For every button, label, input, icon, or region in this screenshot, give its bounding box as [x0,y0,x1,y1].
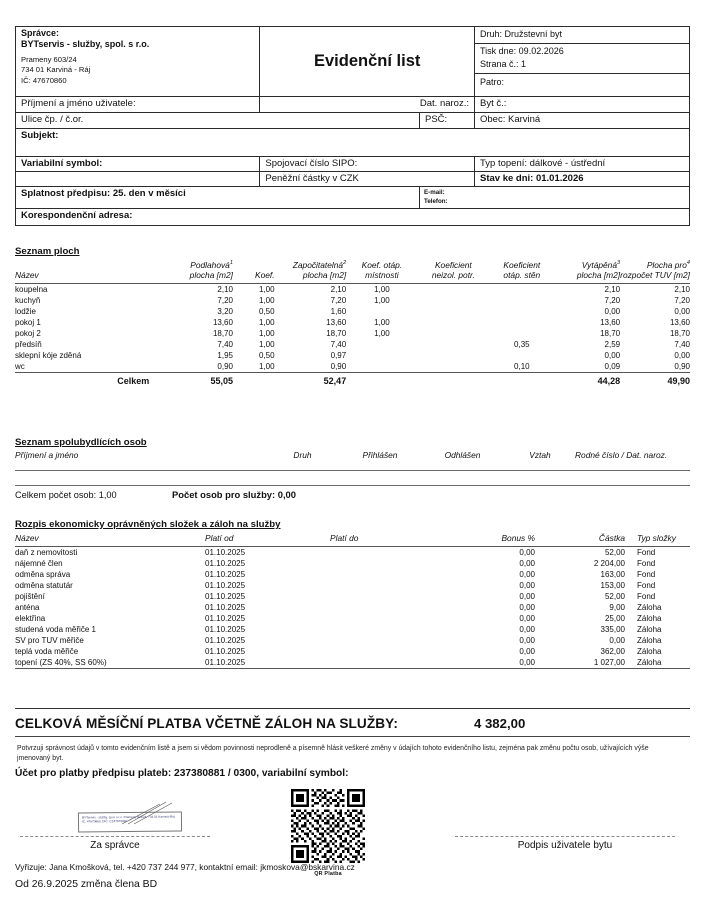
areas-cell-koef_neizol [418,361,489,373]
table-row [15,602,690,613]
administrator-ic: IČ: 47670860 [21,75,67,85]
charges-cell-type: Fond [637,581,656,590]
areas-col-floor-area-l1: Podlahová [190,260,230,270]
charges-cell-to [330,547,440,559]
areas-cell-koef: 1,00 [258,329,275,338]
areas-cell-koef_neizol [418,328,489,339]
areas-col-pipe-coef [418,260,489,284]
charges-cell-from: 01.10.2025 [205,636,246,645]
areas-col-heated [555,260,621,284]
charges-cell-bonus: 0,00 [519,592,535,601]
areas-col-wall-coef-l2: otáp. stěn [503,270,541,280]
areas-col-coef-l1: Koef. [254,270,275,280]
areas-col-heated-l2: plocha [m2] [576,270,621,280]
administrator-street: Prameny 603/24 [21,55,77,64]
cohabitants-col-deregistered: Odhlášen [444,450,481,460]
charges-cell-from: 01.10.2025 [205,581,246,590]
charges-cell-amount: 9,00 [609,603,625,612]
table-row [15,547,690,559]
areas-col-heated-sup: 3 [617,260,621,267]
areas-cell-zapocitatelna: 7,40 [330,340,347,349]
municipality-label: Obec: Karviná [475,113,690,129]
charges-cell-bonus: 0,00 [519,647,535,656]
contact-cell [420,187,690,209]
areas-cell-koef_neizol [418,350,489,361]
areas-col-name [15,260,171,284]
email-label: E-mail: [424,189,445,196]
table-row [15,295,690,306]
areas-total-zapocitatelna: 52,47 [275,373,347,388]
charges-cell-bonus: 0,00 [519,570,535,579]
charges-cell-bonus: 0,00 [440,657,535,669]
header-row-currency [16,172,690,187]
administrator-label: Správce: [21,28,60,38]
footer-note: Od 26.9.2025 změna člena BD [15,879,158,890]
areas-col-name-text: Název [15,270,39,280]
table-row [15,350,690,361]
table-row [15,635,690,646]
charges-cell-name: topení (ZS 40%, SS 60%) [15,657,205,669]
street-label: Ulice čp. / č.or. [16,113,420,129]
areas-cell-koef_otap: 1,00 [374,296,390,305]
areas-col-room-coef-l1: Koef. otáp. [361,260,403,270]
charges-cell-amount: 335,00 [600,625,625,634]
charges-cell-from: 01.10.2025 [205,570,246,579]
areas-cell-name: wc [15,362,25,371]
areas-cell-koef: 1,00 [258,340,275,349]
charges-section-heading: Rozpis ekonomicky oprávněných složek a záloh na služby [15,519,281,530]
charges-cell-from: 01.10.2025 [205,647,246,656]
areas-total-row [15,373,690,388]
areas-total-koef [233,373,275,388]
charges-cell-to [330,613,440,624]
cohabitants-header-row [15,450,690,463]
charges-cell-amount: 0,00 [609,636,625,645]
charges-col-name: Název [15,533,39,543]
areas-header-row [15,260,690,284]
areas-cell-koef_sten [489,350,554,361]
phone-label: Telefon: [424,198,448,206]
header-meta-cell [475,27,690,97]
sipo-label: Spojovací číslo SIPO: [260,157,475,172]
areas-cell-tuv: 0,00 [674,351,690,360]
grand-total-label: CELKOVÁ MĚSÍČNÍ PLATBA VČETNĚ ZÁLOH NA SLUŽBY: [15,716,398,731]
areas-cell-name: sklepní kóje zděná [15,351,82,360]
areas-cell-zapocitatelna: 2,10 [275,284,347,296]
header-row-vs [16,157,690,172]
areas-cell-podlahova: 18,70 [212,329,233,338]
areas-col-tuv-sup: 4 [686,260,690,267]
areas-cell-koef_neizol [418,295,489,306]
table-row [15,657,690,669]
total-persons-label: Celkem počet osob: 1,00 [15,490,117,500]
grand-total-body [15,709,690,731]
user-name-label: Příjmení a jméno uživatele: [16,97,260,113]
areas-cell-koef: 1,00 [258,318,275,327]
areas-cell-vytapena: 0,00 [604,307,621,316]
grand-total-bottom-rule [15,736,690,737]
areas-total-koef_sten [489,373,554,388]
charges-cell-amount: 153,00 [600,581,625,590]
areas-col-floor-area-sup: 1 [229,260,233,267]
charges-cell-from: 01.10.2025 [205,559,246,568]
areas-cell-tuv: 0,90 [674,362,690,371]
areas-cell-vytapena: 0,09 [604,362,621,371]
charges-col-valid-to: Platí do [330,533,359,543]
charges-cell-name: teplá voda měřiče [15,647,79,656]
user-signature-line [455,836,675,837]
charges-cell-to [330,624,440,635]
charges-cell-from: 01.10.2025 [205,614,246,623]
administrator-name: BYTservis - služby, spol. s r.o. [21,39,150,49]
header-table [15,26,690,226]
due-date-label: Splatnost předpisu: 25. den v měsíci [16,187,420,209]
areas-cell-koef_neizol [418,306,489,317]
areas-cell-vytapena: 7,20 [604,296,621,305]
areas-cell-podlahova: 2,10 [171,284,233,296]
currency-label: Peněžní částky v CZK [260,172,475,187]
charges-cell-name: odměna statutár [15,581,73,590]
correspondence-address-label: Korespondenční adresa: [16,208,690,225]
subject-label: Subjekt: [16,129,690,157]
areas-cell-podlahova: 1,95 [217,351,233,360]
areas-cell-koef_sten [489,328,554,339]
document-title: Evidenční list [260,27,475,97]
areas-col-tuv-l1: Plocha pro [646,260,687,270]
areas-cell-tuv: 7,20 [674,296,690,305]
administrator-stamp: BYTservis - služby, spol. s r.o. Prameny 603/24, 734 01 Karviná-Ráj IČ: 47670860, DIČ: CZ47670860 [78,811,182,832]
admin-signature-line [20,836,210,837]
charges-cell-to [330,646,440,657]
areas-cell-name: koupelna [15,284,171,296]
areas-col-heated-l1: Vytápěná [581,260,617,270]
charges-cell-to [330,569,440,580]
areas-cell-koef: 0,50 [258,351,275,360]
charges-cell-bonus: 0,00 [519,603,535,612]
header-row-street [16,113,690,129]
charges-col-bonus: Bonus % [501,533,535,543]
areas-cell-zapocitatelna: 18,70 [326,329,347,338]
areas-cell-vytapena: 13,60 [600,318,621,327]
areas-cell-vytapena: 2,59 [604,340,621,349]
areas-cell-koef_otap [346,350,417,361]
variable-symbol-value [16,172,260,187]
charges-cell-from: 01.10.2025 [205,625,246,634]
charges-cell-to [330,657,440,669]
areas-cell-vytapena: 18,70 [600,329,621,338]
meta-patro: Patro: [480,76,505,87]
charges-cell-name: odměna správa [15,570,71,579]
charges-header-row [15,533,690,547]
areas-cell-name: pokoj 1 [15,318,41,327]
charges-cell-from: 01.10.2025 [205,592,246,601]
charges-col-amount: Částka [598,533,625,543]
areas-cell-name: pokoj 2 [15,329,41,338]
grand-total-amount: 4 382,00 [473,716,526,731]
table-row [15,558,690,569]
table-row [15,591,690,602]
areas-cell-zapocitatelna: 13,60 [326,318,347,327]
charges-cell-type: Záloha [637,636,662,645]
charges-cell-type: Fond [637,559,656,568]
charges-col-type: Typ složky [637,533,676,543]
areas-cell-name: předsíň [15,340,42,349]
charges-cell-name: SV pro TUV měřiče [15,636,84,645]
charges-cell-amount: 2 204,00 [593,559,625,568]
areas-cell-koef_sten [489,284,554,296]
areas-cell-koef_sten: 0,35 [514,340,530,349]
user-signature-caption: Podpis uživatele bytu [517,840,613,851]
table-row [15,613,690,624]
areas-cell-zapocitatelna: 0,97 [330,351,347,360]
charges-cell-name: anténa [15,603,40,612]
qr-caption: QR Platba [314,871,342,877]
meta-druh: Druh: Družstevní byt [475,27,689,44]
areas-col-pipe-coef-l1: Koeficient [434,260,472,270]
administrator-city: 734 01 Karviná - Ráj [21,65,91,75]
areas-cell-koef: 1,00 [258,296,275,305]
cohabitants-header-rule [15,470,690,471]
areas-col-wall-coef-l1: Koeficient [503,260,541,270]
areas-cell-koef_sten: 0,10 [514,362,530,371]
areas-table-body [15,284,690,388]
table-row [15,569,690,580]
areas-cell-tuv: 18,70 [669,329,690,338]
meta-tisk-dne: Tisk dne: 09.02.2026 [480,45,564,56]
table-row [15,580,690,591]
charges-cell-amount: 1 027,00 [535,657,625,669]
areas-cell-zapocitatelna: 7,20 [330,296,347,305]
signature-scribble-icon [120,800,190,826]
state-date-value: Stav ke dni: 01.01.2026 [475,172,690,187]
administrator-cell [16,27,260,97]
areas-cell-vytapena: 0,00 [604,351,621,360]
areas-total-koef_neizol [418,373,489,388]
table-row [15,317,690,328]
areas-cell-name: lodžie [15,307,36,316]
persons-for-services-label: Počet osob pro služby: 0,00 [172,489,296,500]
charges-cell-to [330,602,440,613]
areas-cell-koef_neizol [418,284,489,296]
areas-section-heading: Seznam ploch [15,246,80,257]
charges-cell-bonus: 0,00 [519,581,535,590]
grand-total-block [15,708,690,731]
charges-cell-to [330,635,440,646]
cohabitants-section-heading: Seznam spolubydlících osob [15,437,147,448]
areas-col-countable-l2: plocha [m2] [302,270,347,280]
areas-cell-name: kuchyň [15,296,41,305]
header-row-admin [16,27,690,97]
charges-cell-from: 01.10.2025 [205,657,330,669]
charges-cell-name: elektřina [15,614,46,623]
areas-cell-podlahova: 7,20 [217,296,233,305]
charges-cell-bonus: 0,00 [519,559,535,568]
table-row [15,328,690,339]
table-row [15,624,690,635]
areas-cell-koef_otap [346,361,417,373]
areas-cell-koef_sten [489,295,554,306]
charges-table [15,533,690,669]
charges-cell-name: nájemné člen [15,559,63,568]
areas-total-tuv: 49,90 [620,373,690,388]
charges-cell-type: Záloha [637,647,662,656]
areas-cell-koef_otap: 1,00 [374,318,390,327]
areas-cell-podlahova: 7,40 [217,340,233,349]
account-payment-info: Účet pro platby předpisu plateb: 237380881 / 0300, variabilní symbol: [15,768,349,779]
areas-cell-tuv: 7,40 [674,340,690,349]
areas-total-label: Celkem [15,373,171,388]
cohabitants-bottom-rule [15,485,690,486]
cohabitants-table [15,450,690,463]
cohabitants-col-name: Příjmení a jméno [15,450,79,460]
areas-cell-koef_otap [346,306,417,317]
areas-cell-tuv: 2,10 [620,284,690,296]
areas-cell-tuv: 13,60 [669,318,690,327]
cohabitants-col-relation: Vztah [529,450,551,460]
table-row [15,339,690,350]
charges-cell-amount: 52,00 [604,592,625,601]
areas-col-room-coef [346,260,417,284]
areas-cell-koef_otap [346,339,417,350]
areas-cell-podlahova: 3,20 [217,307,233,316]
charges-cell-type: Záloha [637,625,662,634]
areas-col-coef [233,260,275,284]
charges-cell-from: 01.10.2025 [205,603,246,612]
areas-total-podlahova: 55,05 [171,373,233,388]
birthdate-label: Dat. naroz.: [260,97,475,113]
header-row-corresp [16,208,690,225]
areas-col-floor-area [171,260,233,284]
areas-total-vytapena: 44,28 [555,373,621,388]
areas-col-wall-coef [489,260,554,284]
areas-col-floor-area-l2: plocha [m2] [189,270,233,280]
areas-col-tuv [620,260,690,284]
areas-col-countable-sup: 2 [343,260,347,267]
charges-cell-bonus: 0,00 [440,547,535,559]
table-row [15,284,690,296]
table-row [15,306,690,317]
charges-cell-type: Fond [637,592,656,601]
disclaimer-text: Potvrzuji správnost údajů v tomto evidenčním listě a jsem si vědom povinnosti neprodleně a písemně hlásit veškeré změny v údajích tohoto evidenčního listu, zejména pak změnu počtu osob, užívajících výše jmenovaný byt. [17,745,649,762]
areas-total-koef_otap [346,373,417,388]
areas-cell-koef: 1,00 [258,362,275,371]
areas-cell-koef_sten [489,317,554,328]
areas-cell-podlahova: 0,90 [217,362,233,371]
areas-cell-koef_neizol [418,317,489,328]
charges-cell-name: daň z nemovitosti [15,547,205,559]
variable-symbol-label: Variabilní symbol: [16,157,260,172]
charges-cell-from: 01.10.2025 [205,547,330,559]
charges-cell-type: Fond [625,547,690,559]
areas-cell-vytapena: 2,10 [555,284,621,296]
areas-cell-zapocitatelna: 0,90 [330,362,347,371]
charges-cell-to [330,591,440,602]
charges-cell-type: Záloha [637,614,662,623]
areas-col-countable-l1: Započitatelná [292,260,344,270]
charges-cell-amount: 163,00 [600,570,625,579]
areas-cell-koef_sten [489,306,554,317]
contact-line: Vyřizuje: Jana Kmošková, tel. +420 737 244 977, kontaktní email: jkmoskova@bskarvina.cz [15,862,355,872]
charges-cell-type: Záloha [637,603,662,612]
areas-col-pipe-coef-l2: neizol. potr. [431,270,475,280]
areas-cell-koef: 1,00 [233,284,275,296]
areas-table [15,260,690,387]
cohabitants-col-registered: Přihlášen [362,450,398,460]
admin-signature-caption: Za správce [90,840,140,851]
flat-number-label: Byt č.: [475,97,690,113]
cohabitants-col-kind: Druh [293,450,312,460]
areas-cell-koef_neizol [418,339,489,350]
cohabitants-col-birthnumber: Rodné číslo / Dat. naroz. [575,450,668,460]
areas-col-countable [275,260,347,284]
charges-cell-bonus: 0,00 [519,614,535,623]
areas-cell-koef: 0,50 [258,307,275,316]
areas-cell-tuv: 0,00 [674,307,690,316]
header-row-name [16,97,690,113]
charges-table-body [15,547,690,669]
zip-label: PSČ: [420,113,475,129]
charges-cell-name: studená voda měřiče 1 [15,625,96,634]
charges-cell-type: Záloha [625,657,690,669]
qr-code-icon [289,787,367,865]
charges-cell-to [330,558,440,569]
charges-cell-amount: 25,00 [604,614,625,623]
areas-cell-koef_otap: 1,00 [374,329,390,338]
charges-cell-bonus: 0,00 [519,625,535,634]
table-row [15,361,690,373]
heating-type-value: Typ topení: dálkové - ústřední [475,157,690,172]
charges-col-valid-from: Platí od [205,533,234,543]
areas-col-room-coef-l2: místnosti [365,270,399,280]
charges-cell-to [330,580,440,591]
charges-cell-amount: 362,00 [600,647,625,656]
areas-cell-podlahova: 13,60 [212,318,233,327]
header-row-due [16,187,690,209]
charges-cell-bonus: 0,00 [519,636,535,645]
header-row-subject [16,129,690,157]
charges-cell-name: pojištění [15,592,45,601]
charges-cell-amount: 52,00 [535,547,625,559]
areas-col-tuv-l2: rozpočet TUV [m2] [620,270,690,280]
charges-cell-type: Fond [637,570,656,579]
table-row [15,646,690,657]
meta-strana: Strana č.: 1 [475,58,689,74]
areas-cell-koef_otap: 1,00 [346,284,417,296]
areas-cell-zapocitatelna: 1,60 [330,307,347,316]
